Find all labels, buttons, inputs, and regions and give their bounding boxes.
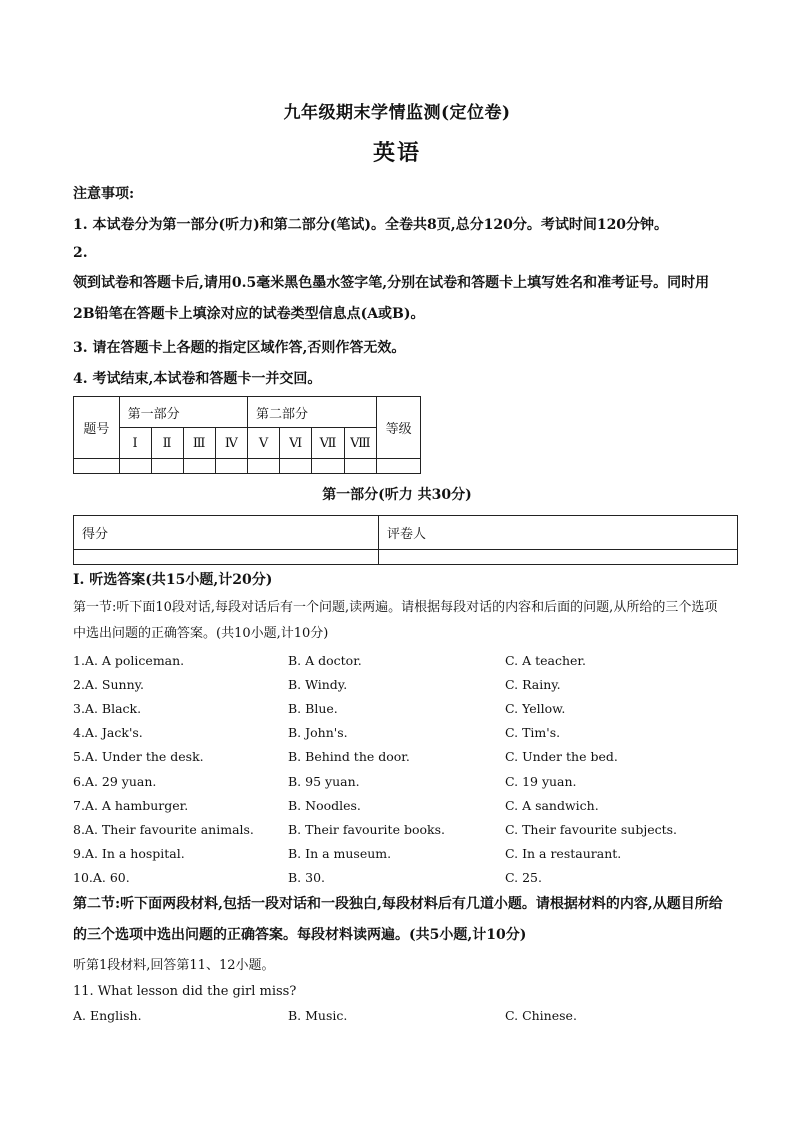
option-a: 4.A. Jack's. [73,725,143,740]
option-c: C. A sandwich. [505,798,599,813]
blank-cell [74,550,379,565]
numeral-cell: Ⅶ [312,428,344,459]
option-a: 10.A. 60. [73,870,130,885]
blank-cell [74,459,120,474]
numeral-cell: Ⅰ [119,428,151,459]
option-c: C. Tim's. [505,725,561,740]
option-a: 7.A. A hamburger. [73,798,189,813]
blank-cell [119,459,151,474]
note-item-1: 1. 本试卷分为第一部分(听力)和第二部分(笔试)。全卷共8页,总分120分。考试时间120分钟。 [73,217,669,233]
option-c: C. Chinese. [505,1008,577,1023]
score-label: 得分 [74,516,379,550]
notes-heading: 注意事项: [73,186,135,202]
blank-cell [151,459,183,474]
subject-title: 英语 [372,140,421,166]
option-b: B. A doctor. [288,653,362,668]
option-c: C. A teacher. [505,653,586,668]
section1-title: Ⅰ. 听选答案(共15小题,计20分) [73,572,273,588]
question-row [73,870,733,888]
grader-label: 评卷人 [379,516,738,550]
blank-cell [280,459,312,474]
option-c: C. In a restaurant. [505,846,622,861]
option-c: C. Yellow. [505,701,566,716]
option-a: 9.A. In a hospital. [73,846,185,861]
note-item-2-text: 领到试卷和答题卡后,请用0.5毫米黑色墨水签字笔,分别在试卷和答题卡上填写姓名和准考证号。同时用2B铅笔在答题卡上填涂对应的试卷类型信息点(A或B)。 [73,275,710,322]
option-b: B. Noodles. [288,798,361,813]
question-11-options [73,1008,733,1026]
option-b: B. 30. [288,870,326,885]
note-item-4: 4. 考试结束,本试卷和答题卡一并交回。 [73,371,322,387]
score-table [73,396,421,474]
question-row [73,701,733,719]
blank-cell [248,459,280,474]
grade-label: 等级 [377,397,421,459]
option-b: B. Behind the door. [288,749,410,764]
question-row [73,798,733,816]
numeral-cell: Ⅳ [215,428,247,459]
part2-label: 第二部分 [248,397,377,428]
section1-sub1-instructions: 第一节:听下面10段对话,每段对话后有一个问题,读两遍。请根据每段对话的内容和后面的问题,从所给的三个选项中选出问题的正确答案。(共10小题,计10分) [73,600,718,641]
option-b: B. Windy. [288,677,348,692]
option-a: 5.A. Under the desk. [73,749,204,764]
question-row [73,774,733,792]
part1-label: 第一部分 [119,397,247,428]
option-a: 2.A. Sunny. [73,677,144,692]
blank-cell [215,459,247,474]
material1-instructions: 听第1段材料,回答第11、12小题。 [73,958,275,973]
option-c: C. Under the bed. [505,749,618,764]
numeral-cell: Ⅲ [183,428,215,459]
exam-title: 九年级期末学情监测(定位卷) [283,103,511,123]
option-b: B. Music. [288,1008,348,1023]
grader-table [73,515,738,565]
option-b: B. In a museum. [288,846,392,861]
option-c: C. 25. [505,870,542,885]
option-a: 8.A. Their favourite animals. [73,822,254,837]
option-a: A. English. [73,1008,142,1023]
numeral-cell: Ⅴ [248,428,280,459]
question-row [73,846,733,864]
blank-cell [344,459,377,474]
option-b: B. Their favourite books. [288,822,445,837]
part1-heading: 第一部分(听力 共30分) [322,487,472,503]
option-b: B. 95 yuan. [288,774,360,789]
question-no-label: 题号 [74,397,120,459]
numeral-cell: Ⅷ [344,428,377,459]
option-c: C. Rainy. [505,677,561,692]
option-a: 1.A. A policeman. [73,653,185,668]
section1-sub2-instructions: 第二节:听下面两段材料,包括一段对话和一段独白,每段材料后有几道小题。请根据材料的内容,从题目所给的三个选项中选出问题的正确答案。每段材料读两遍。(共5小题,计10分) [73,896,723,943]
question-row [73,822,733,840]
option-a: 3.A. Black. [73,701,142,716]
blank-cell [379,550,738,565]
numeral-cell: Ⅱ [151,428,183,459]
question-row [73,749,733,767]
option-c: C. 19 yuan. [505,774,577,789]
option-b: B. John's. [288,725,348,740]
numeral-cell: Ⅵ [280,428,312,459]
question-11: 11. What lesson did the girl miss? [73,984,297,999]
note-item-2-number: 2. [73,245,88,261]
question-row [73,653,733,671]
question-row [73,725,733,743]
blank-cell [183,459,215,474]
question-row [73,677,733,695]
option-a: 6.A. 29 yuan. [73,774,157,789]
note-item-3: 3. 请在答题卡上各题的指定区域作答,否则作答无效。 [73,340,406,356]
blank-cell [312,459,344,474]
option-b: B. Blue. [288,701,338,716]
blank-cell [377,459,421,474]
option-c: C. Their favourite subjects. [505,822,678,837]
